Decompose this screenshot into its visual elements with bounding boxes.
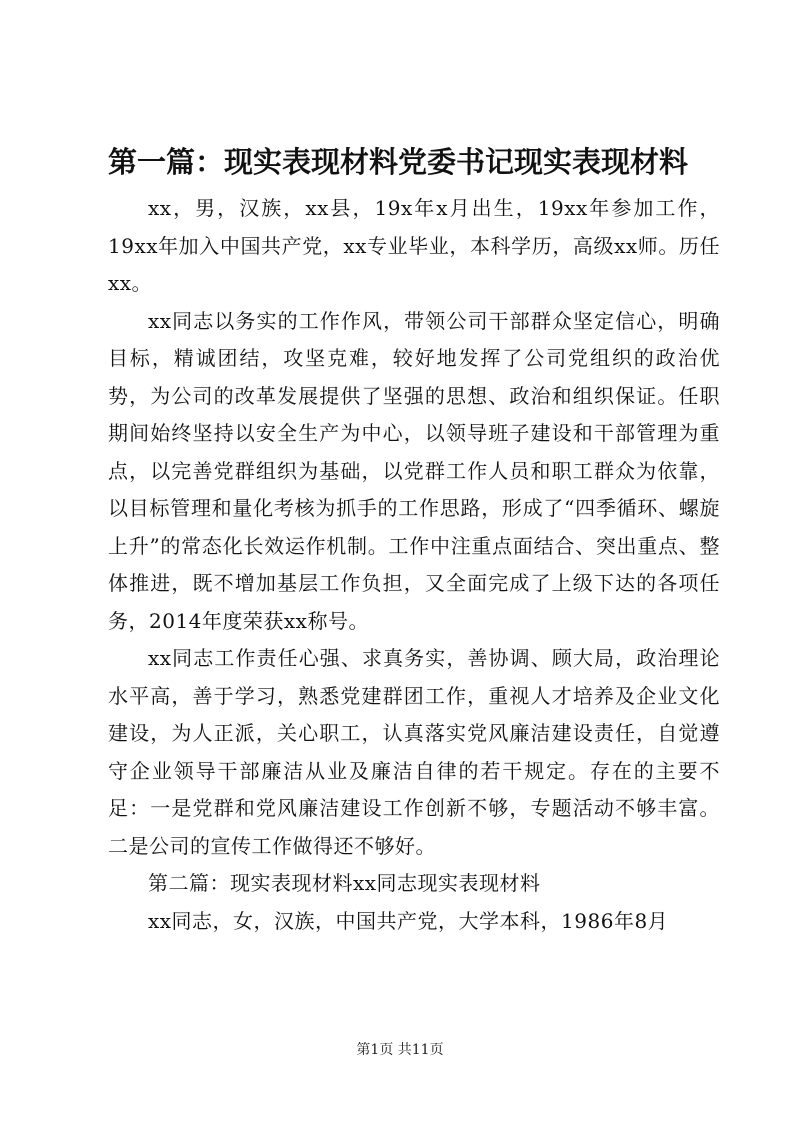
- page-number-footer: 第1页 共11页: [356, 1042, 444, 1058]
- paragraph-personal-info: xx，男，汉族，xx县，19x年x月出生，19xx年参加工作，19xx年加入中国共产党，xx专业毕业，本科学历，高级xx师。历任xx。: [108, 196, 720, 295]
- document-body: [108, 190, 720, 940]
- paragraph-evaluation: xx同志工作责任心强、求真务实，善协调、顾大局，政治理论水平高，善于学习，熟悉党建群团工作，重视人才培养及企业文化建设，为人正派，关心职工，认真落实党风廉洁建设责任，自觉遵守企业领导干部廉洁从业及廉洁自律的若干规定。存在的主要不足：一是党群和党风廉洁建设工作创新不够，专题活动不够丰富。二是公司的宣传工作做得还不够好。: [108, 646, 720, 858]
- paragraph-second-article-title: 第二篇：现实表现材料xx同志现实表现材料: [148, 871, 541, 895]
- paragraph-second-article-intro: xx同志，女，汉族，中国共产党，大学本科，1986年8月: [148, 908, 669, 933]
- paragraph-work-style: xx同志以务实的工作作风，带领公司干部群众坚定信心，明确目标，精诚团结，攻坚克难，较好地发挥了公司党组织的政治优势，为公司的改革发展提供了坚强的思想、政治和组织保证。任职期间始终坚持以安全生产为中心，以领导班子建设和干部管理为重点，以完善党群组织为基础，以党群工作人员和职工群众为依靠，以目标管理和量化考核为抓手的工作思路，形成了“四季循环、螺旋上升”的常态化长效运作机制。工作中注重点面结合、突出重点、整体推进，既不增加基层工作负担，又全面完成了上级下达的各项任务，2014年度荣获xx称号。: [108, 308, 720, 633]
- document-title: 第一篇：现实表现材料党委书记现实表现材料: [108, 145, 689, 179]
